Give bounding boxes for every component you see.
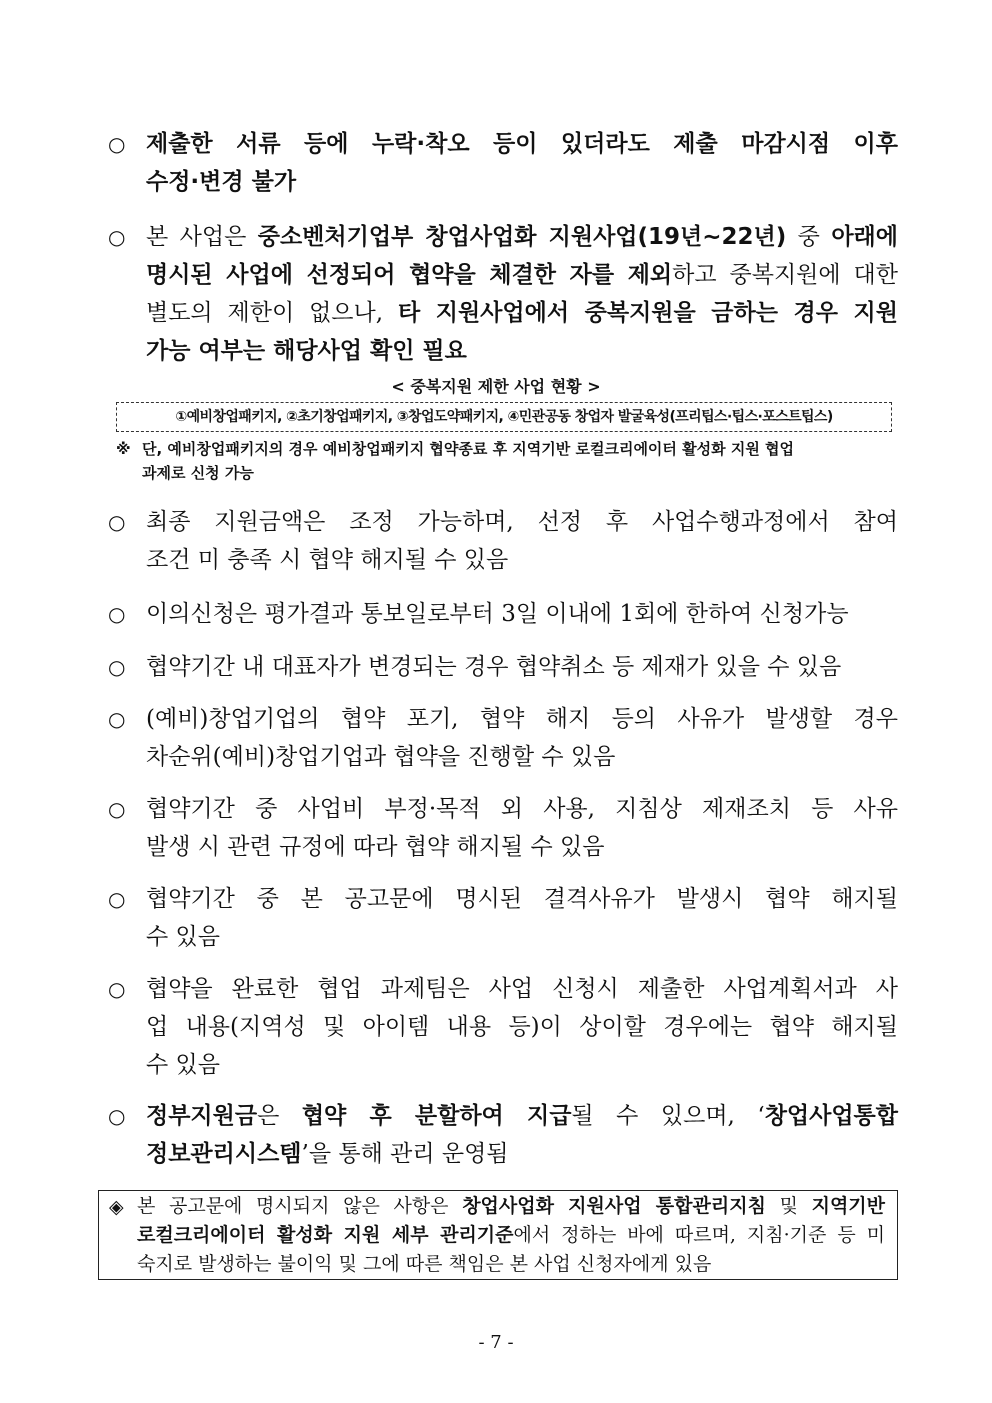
text: 협약기간 내 대표자가 변경되는 경우 협약취소 등 제재가 있을 수 있음 <box>146 654 842 680</box>
text: (예비)창업기업의 협약 포기, 협약 해지 등의 사유가 발생할 경우 <box>146 706 898 732</box>
bold-text: 로컬크리에이터 활성화 지원 세부 관리기준 <box>137 1224 514 1246</box>
bullet-circle-icon: ○ <box>108 225 126 249</box>
dup-note <box>116 437 898 485</box>
item-line <box>146 332 467 370</box>
text: 숙지로 발생하는 불이익 및 그에 따른 책임은 본 사업 신청자에게 있음 <box>137 1253 712 1275</box>
item-line <box>146 218 898 256</box>
notice-line <box>137 1221 885 1250</box>
text: 본 사업은 <box>146 224 258 250</box>
item-line <box>146 1008 898 1046</box>
bullet-circle-icon: ○ <box>108 797 126 821</box>
bold-text: 지역기반 <box>811 1195 886 1217</box>
item-submission-no-change <box>108 125 898 201</box>
item-misuse <box>108 790 898 866</box>
bullet-circle-icon: ○ <box>108 655 126 679</box>
text: 은 <box>257 1103 302 1129</box>
bullet-circle-icon: ○ <box>108 510 126 534</box>
bold-text: 타 지원사업에서 중복지원을 금하는 경우 지원 <box>397 300 898 326</box>
bold-text: 정보관리시스템 <box>146 1141 302 1167</box>
text: 최종 지원금액은 조정 가능하며, 선정 후 사업수행과정에서 참여 <box>146 509 898 535</box>
item-content-mismatch <box>108 970 898 1084</box>
dup-table-list: ①예비창업패키지, ②초기창업패키지, ③창업도약패키지, ④민관공동 창업자 발굴육성(프리팁스·팁스·포스트팁스) <box>116 402 892 432</box>
item-line <box>146 1097 898 1135</box>
notice-mark: ◈ <box>109 1196 124 1218</box>
text: 업 내용(지역성 및 아이템 내용 등)이 상이할 경우에는 협약 해지될 <box>146 1014 898 1040</box>
bullet-circle-icon: ○ <box>108 602 126 626</box>
note-line: 과제로 신청 가능 <box>142 464 254 482</box>
text: 될 수 있으며, ‘ <box>571 1103 765 1129</box>
bold-text: 창업사업통합 <box>764 1103 898 1129</box>
text: 발생 시 관련 규정에 따라 협약 해지될 수 있음 <box>146 834 605 860</box>
item-line <box>146 790 898 828</box>
bold-text: 명시된 사업에 선정되어 협약을 체결한 자를 제외 <box>146 262 673 288</box>
item-duplicate-support <box>108 218 898 370</box>
text: 중 <box>786 224 832 250</box>
bullet-circle-icon: ○ <box>108 977 126 1001</box>
item-final-amount <box>108 503 898 579</box>
notice-line <box>137 1250 711 1279</box>
bullet-circle-icon: ○ <box>108 887 126 911</box>
item-line <box>146 738 615 776</box>
note-mark: ※ <box>116 440 131 458</box>
item-line <box>146 294 898 332</box>
text: 수 있음 <box>146 924 220 950</box>
item-agreement-forfeit <box>108 700 898 776</box>
bold-text: 정부지원금 <box>146 1103 258 1129</box>
text: 차순위(예비)창업기업과 협약을 진행할 수 있음 <box>146 744 616 770</box>
bold-text: 중소벤처기업부 창업사업화 지원사업(19년~22년) <box>257 224 787 250</box>
text: 이의신청은 평가결과 통보일로부터 3일 이내에 1회에 한하여 신청가능 <box>146 601 849 627</box>
bullet-circle-icon: ○ <box>108 707 126 731</box>
text: 별도의 제한이 없으나, <box>146 300 398 326</box>
bullet-circle-icon: ○ <box>108 132 126 156</box>
item-line <box>146 503 898 541</box>
page-number: - 7 - <box>478 1332 514 1353</box>
dup-table-caption: < 중복지원 제한 사업 현황 > <box>391 377 601 396</box>
bold-text: 가능 여부는 해당사업 확인 필요 <box>146 338 467 364</box>
bold-text: 제출한 서류 등에 누락·착오 등이 있더라도 제출 마감시점 이후 <box>146 131 898 157</box>
note-line: 단, 예비창업패키지의 경우 예비창업패키지 협약종료 후 지역기반 로컬크리에이터 활성화 지원 협업 <box>142 440 795 458</box>
item-line <box>146 541 508 579</box>
item-line <box>146 828 604 866</box>
item-line <box>146 880 898 918</box>
text: 협약을 완료한 협업 과제팀은 사업 신청시 제출한 사업계획서과 사 <box>146 976 898 1002</box>
item-line <box>146 1046 220 1084</box>
item-line <box>146 1135 509 1173</box>
item-disqualification <box>108 880 898 956</box>
notice-box <box>98 1190 898 1280</box>
text: 조건 미 충족 시 협약 해지될 수 있음 <box>146 547 509 573</box>
item-line <box>146 595 849 633</box>
item-line <box>146 700 898 738</box>
item-representative-change <box>108 648 898 686</box>
item-line <box>146 256 898 294</box>
text: 하고 중복지원에 대한 <box>672 262 898 288</box>
text: 협약기간 중 본 공고문에 명시된 결격사유가 발생시 협약 해지될 <box>146 886 898 912</box>
item-line <box>146 163 296 201</box>
text: 본 공고문에 명시되지 않은 사항은 <box>137 1195 463 1217</box>
item-line <box>146 918 220 956</box>
bold-text: 아래에 <box>831 224 898 250</box>
bold-text: 협약 후 분할하여 지급 <box>301 1103 572 1129</box>
bullet-circle-icon: ○ <box>108 1104 126 1128</box>
item-objection <box>108 595 898 633</box>
text: 수 있음 <box>146 1052 220 1078</box>
bold-text: 창업사업화 지원사업 통합관리지침 <box>462 1195 766 1217</box>
item-line <box>146 970 898 1008</box>
text: 협약기간 중 사업비 부정·목적 외 사용, 지침상 제재조치 등 사유 <box>146 796 898 822</box>
bold-text: 수정·변경 불가 <box>146 169 297 195</box>
notice-line <box>137 1192 885 1221</box>
text: 및 <box>765 1195 812 1217</box>
item-line <box>146 125 898 163</box>
text: 에서 정하는 바에 따르며, 지침·기준 등 미 <box>513 1224 885 1246</box>
text: ’을 통해 관리 운영됨 <box>301 1141 509 1167</box>
item-government-fund <box>108 1097 898 1173</box>
item-line <box>146 648 841 686</box>
